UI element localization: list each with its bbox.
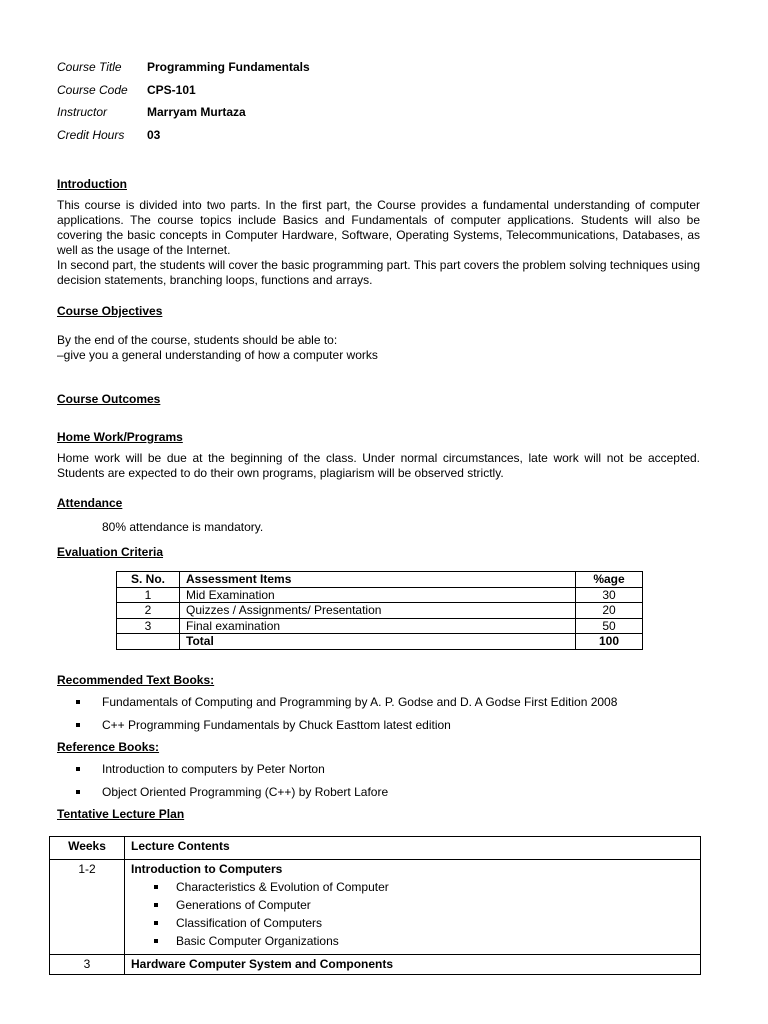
list-item-text: Introduction to computers by Peter Norton — [102, 762, 325, 776]
text-books-list — [76, 695, 617, 740]
col-sno-header: S. No. — [117, 572, 180, 588]
reference-books-list — [76, 762, 388, 807]
bullet-icon — [154, 921, 158, 925]
total-value: 100 — [576, 634, 643, 650]
introduction-text — [57, 198, 700, 288]
table-cell: 30 — [576, 587, 643, 603]
credit-hours-value: 03 — [147, 127, 161, 142]
total-label: Total — [180, 634, 576, 650]
bullet-icon — [154, 939, 158, 943]
bullet-icon — [76, 700, 80, 704]
attendance-text: 80% attendance is mandatory. — [102, 520, 264, 534]
course-title-label: Course Title — [57, 60, 122, 74]
table-cell: Mid Examination — [180, 587, 576, 603]
table-cell: 3 — [117, 618, 180, 634]
instructor-label: Instructor — [57, 105, 108, 119]
list-item-text: Generations of Computer — [176, 898, 311, 912]
table-cell: 1 — [117, 587, 180, 603]
credit-hours-label: Credit Hours — [57, 127, 125, 142]
lecture-topic: Hardware Computer System and Components — [131, 957, 394, 971]
course-title-row — [57, 60, 310, 83]
table-cell: Quizzes / Assignments/ Presentation — [180, 603, 576, 619]
bullet-icon — [154, 903, 158, 907]
lecture-subtopics — [131, 880, 694, 952]
table-row — [50, 955, 701, 975]
bullet-icon — [76, 723, 80, 727]
credit-hours-row — [57, 128, 310, 151]
list-item — [76, 762, 388, 785]
table-cell: 20 — [576, 603, 643, 619]
table-header-row — [50, 837, 701, 860]
course-code-label: Course Code — [57, 82, 128, 97]
list-item — [154, 916, 694, 934]
lecture-plan-table — [49, 836, 701, 975]
col-weeks-header: Weeks — [50, 837, 125, 860]
lecture-plan-heading: Tentative Lecture Plan — [57, 807, 185, 821]
list-item — [76, 718, 617, 741]
weeks-cell: 3 — [50, 955, 125, 975]
list-item-text: Fundamentals of Computing and Programming by A. P. Godse and D. A Godse First Edition 2008 — [102, 695, 618, 709]
list-item — [154, 880, 694, 898]
table-header-row — [117, 572, 643, 588]
outcomes-heading: Course Outcomes — [57, 392, 161, 406]
lecture-topic: Introduction to Computers — [131, 862, 283, 876]
table-cell — [117, 634, 180, 650]
introduction-paragraph-2: In second part, the students will cover the basic programming part. This part covers the problem solving techniques using decision statements, branching loops, functions and arrays. — [57, 258, 700, 287]
list-item-text: Classification of Computers — [176, 916, 323, 930]
col-percent-header: %age — [576, 572, 643, 588]
homework-text: Home work will be due at the beginning of the class. Under normal circumstances, late work will not be accepted. Students are expected to do their own programs, plagiarism will be observed strictly. — [57, 451, 700, 480]
table-cell: 2 — [117, 603, 180, 619]
reference-books-heading: Reference Books: — [57, 740, 160, 754]
table-total-row — [117, 634, 643, 650]
list-item — [154, 934, 694, 952]
list-item-text: Object Oriented Programming (C++) by Robert Lafore — [102, 784, 389, 799]
col-items-header: Assessment Items — [180, 572, 576, 588]
list-item-text: C++ Programming Fundamentals by Chuck Easttom latest edition — [102, 717, 451, 732]
table-cell: 50 — [576, 618, 643, 634]
introduction-heading: Introduction — [57, 177, 127, 191]
contents-cell — [125, 955, 701, 975]
table-row — [117, 587, 643, 603]
table-row — [117, 618, 643, 634]
list-item-text: Characteristics & Evolution of Computer — [176, 880, 389, 894]
introduction-paragraph-1: This course is divided into two parts. In the first part, the Course provides a fundamental understanding of computer applications. The course topics include Basics and Fundamentals of computer applications. Students will also be covering the basic concepts in Computer Hardware, Software, Operating Systems, Telecommunications, Databases, as well as the usage of the Internet. — [57, 198, 700, 257]
objectives-line-1: By the end of the course, students should be able to: — [57, 333, 338, 347]
objectives-line-2: –give you a general understanding of how a computer works — [57, 348, 378, 362]
objectives-text — [57, 333, 700, 363]
homework-heading: Home Work/Programs — [57, 430, 183, 444]
list-item-text: Basic Computer Organizations — [176, 934, 339, 948]
col-contents-header: Lecture Contents — [125, 837, 701, 860]
course-code-row — [57, 83, 310, 106]
instructor-value: Marryam Murtaza — [147, 105, 246, 119]
text-books-heading: Recommended Text Books: — [57, 673, 215, 687]
list-item — [76, 695, 617, 718]
weeks-cell: 1-2 — [50, 860, 125, 955]
objectives-heading: Course Objectives — [57, 304, 163, 318]
course-code-value: CPS-101 — [147, 82, 196, 97]
list-item — [154, 898, 694, 916]
table-row — [117, 603, 643, 619]
contents-cell — [125, 860, 701, 955]
evaluation-table — [116, 571, 643, 650]
attendance-heading: Attendance — [57, 496, 123, 510]
list-item — [76, 785, 388, 808]
course-info — [57, 60, 310, 150]
table-row — [50, 860, 701, 955]
course-title-value: Programming Fundamentals — [147, 60, 310, 74]
instructor-row — [57, 105, 310, 128]
evaluation-heading: Evaluation Criteria — [57, 545, 164, 559]
table-cell: Final examination — [180, 618, 576, 634]
bullet-icon — [76, 790, 80, 794]
bullet-icon — [154, 885, 158, 889]
bullet-icon — [76, 767, 80, 771]
